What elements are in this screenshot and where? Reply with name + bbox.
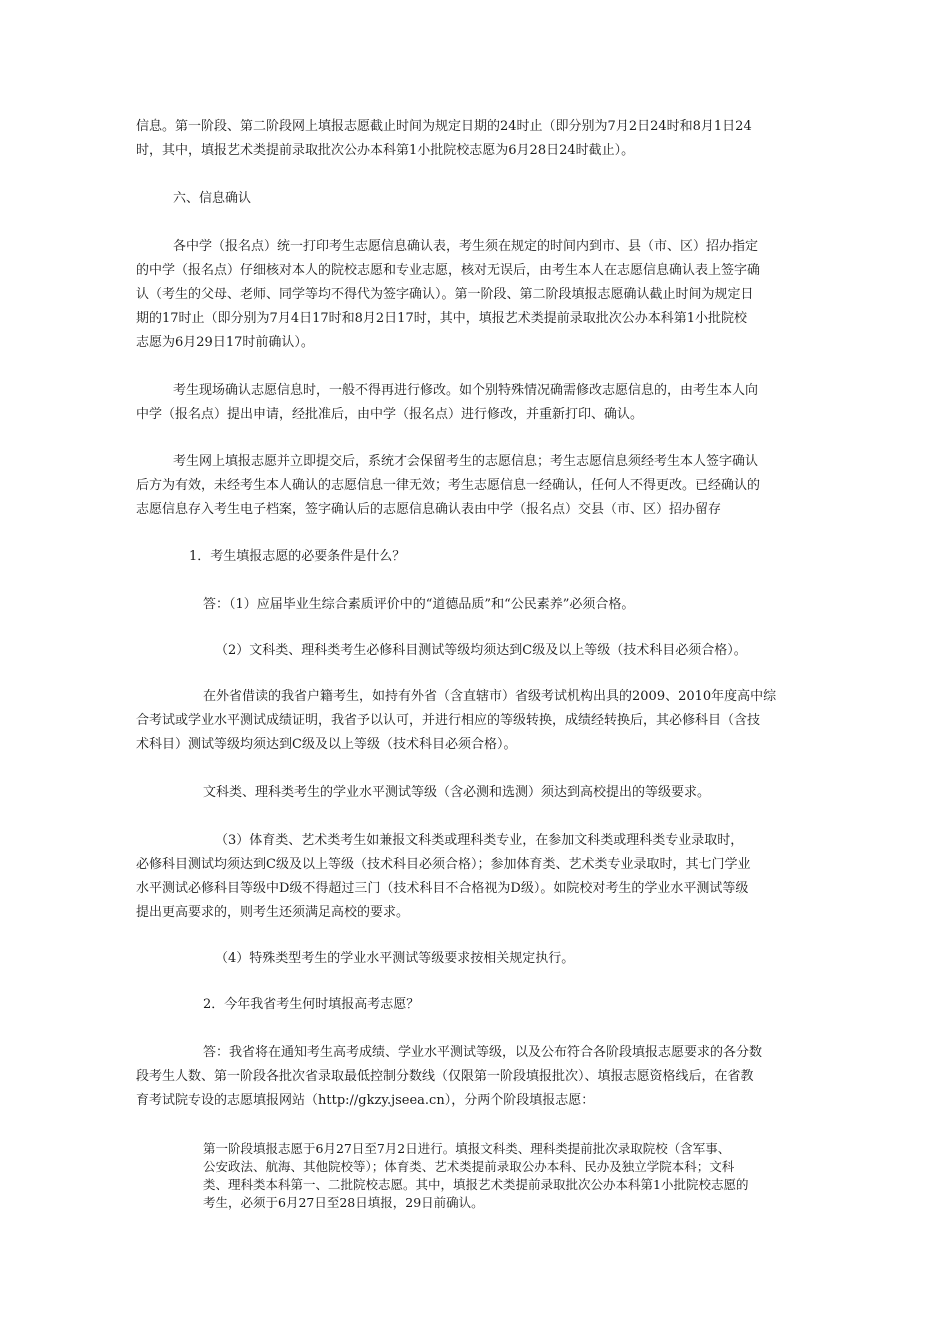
text-line: （4）特殊类型考生的学业水平测试等级要求按相关规定执行。 [215, 951, 575, 966]
text-line: 答：我省将在通知考生高考成绩、学业水平测试等级，以及公布符合各阶段填报志愿要求的各分数 [203, 1045, 763, 1060]
text-line: 2．今年我省考生何时填报高考志愿？ [203, 997, 420, 1012]
text-line: 必修科目测试均须达到C级及以上等级（技术科目必须合格）；参加体育类、艺术类专业录取时，其七门学业 [136, 857, 751, 872]
text-line: 公安政法、航海、其他院校等）；体育类、艺术类提前录取公办本科、民办及独立学院本科；文科 [203, 1159, 735, 1174]
text-line: 考生，必须于6月27日至28日填报，29日前确认。 [203, 1195, 484, 1210]
paragraph-modification [136, 379, 816, 427]
text-line: 育考试院专设的志愿填报网站（http://gkzy.jseea.cn），分两个阶段填报志愿： [136, 1093, 595, 1108]
text-line: 合考试或学业水平测试成绩证明，我省予以认可，并进行相应的等级转换，成绩经转换后，其必修科目（含技 [136, 713, 761, 728]
answer-1-item-2 [215, 639, 895, 663]
text-line: 段考生人数、第一阶段各批次省录取最低控制分数线（仅限第一阶段填报批次）、填报志愿资格线后，在省教 [136, 1069, 754, 1084]
section-heading [173, 187, 853, 211]
answer-1-item-4 [215, 947, 895, 971]
text-line: 在外省借读的我省户籍考生，如持有外省（含直辖市）省级考试机构出具的2009、2010年度高中综 [203, 689, 777, 704]
text-line: 术科目）测试等级均须达到C级及以上等级（技术科目必须合格）。 [136, 737, 517, 752]
text-line: 水平测试必修科目等级中D级不得超过三门（技术科目不合格视为D级）。如院校对考生的学业水平测试等级 [136, 881, 749, 896]
text-line: 考生现场确认志愿信息时，一般不得再进行修改。如个别特殊情况确需修改志愿信息的，由考生本人向 [173, 383, 759, 398]
text-line: 时，其中，填报艺术类提前录取批次公办本科第1小批院校志愿为6月28日24时截止）。 [136, 143, 635, 158]
paragraph-confirmation [136, 235, 816, 355]
answer-2 [136, 1041, 816, 1113]
paragraph-deadline-end [136, 115, 816, 163]
text-line: 各中学（报名点）统一打印考生志愿信息确认表，考生须在规定的时间内到市、县（市、区）招办指定 [173, 239, 759, 254]
paragraph-phase-one [203, 1140, 818, 1212]
text-line: 提出更高要求的，则考生还须满足高校的要求。 [136, 905, 410, 920]
text-line: 答：（1）应届毕业生综合素质评价中的“道德品质”和“公民素养”必须合格。 [203, 597, 635, 612]
answer-1-item-3 [136, 829, 816, 925]
text-line: 类、理科类本科第一、二批院校志愿。其中，填报艺术类提前录取批次公办本科第1小批院校志愿的 [203, 1177, 749, 1192]
text-line: 文科类、理科类考生的学业水平测试等级（含必测和选测）须达到高校提出的等级要求。 [203, 785, 711, 800]
text-line: 第一阶段填报志愿于6月27日至7月2日进行。填报文科类、理科类提前批次录取院校（含军事、 [203, 1141, 731, 1156]
text-line: 信息。第一阶段、第二阶段网上填报志愿截止时间为规定日期的24时止（即分别为7月2日24时和8月1日24 [136, 119, 752, 134]
paragraph-submission [136, 450, 816, 522]
text-line: 的中学（报名点）仔细核对本人的院校志愿和专业志愿，核对无误后，由考生本人在志愿信息确认表上签字确 [136, 263, 761, 278]
text-line: 考生网上填报志愿并立即提交后，系统才会保留考生的志愿信息；考生志愿信息须经考生本人签字确认 [173, 454, 759, 469]
text-line: 认（考生的父母、老师、同学等均不得代为签字确认）。第一阶段、第二阶段填报志愿确认截止时间为规定日 [136, 287, 754, 302]
text-line: （3）体育类、艺术类考生如兼报文科类或理科类专业，在参加文科类或理科类专业录取时， [215, 833, 744, 848]
text-line: 期的17时止（即分别为7月4日17时和8月2日17时，其中，填报艺术类提前录取批次公办本科第1小批院校 [136, 311, 747, 326]
text-line: 中学（报名点）提出申请，经批准后，由中学（报名点）进行修改，并重新打印、确认。 [136, 407, 644, 422]
text-line: 志愿信息存入考生电子档案，签字确认后的志愿信息确认表由中学（报名点）交县（市、区）招办留存 [136, 502, 722, 517]
text-line: 志愿为6月29日17时前确认）。 [136, 335, 314, 350]
question-2 [203, 993, 883, 1017]
text-line: （2）文科类、理科类考生必修科目测试等级均须达到C级及以上等级（技术科目必须合格）。 [215, 643, 747, 658]
text-line: 后方为有效，未经考生本人确认的志愿信息一律无效；考生志愿信息一经确认，任何人不得更改。已经确认的 [136, 478, 761, 493]
paragraph-grade-requirement [203, 781, 883, 805]
text-line: 1．考生填报志愿的必要条件是什么？ [189, 549, 406, 564]
question-1 [189, 545, 869, 569]
paragraph-out-of-province [136, 685, 816, 757]
text-line: 六、信息确认 [173, 191, 252, 206]
answer-1-item-1 [203, 593, 883, 617]
